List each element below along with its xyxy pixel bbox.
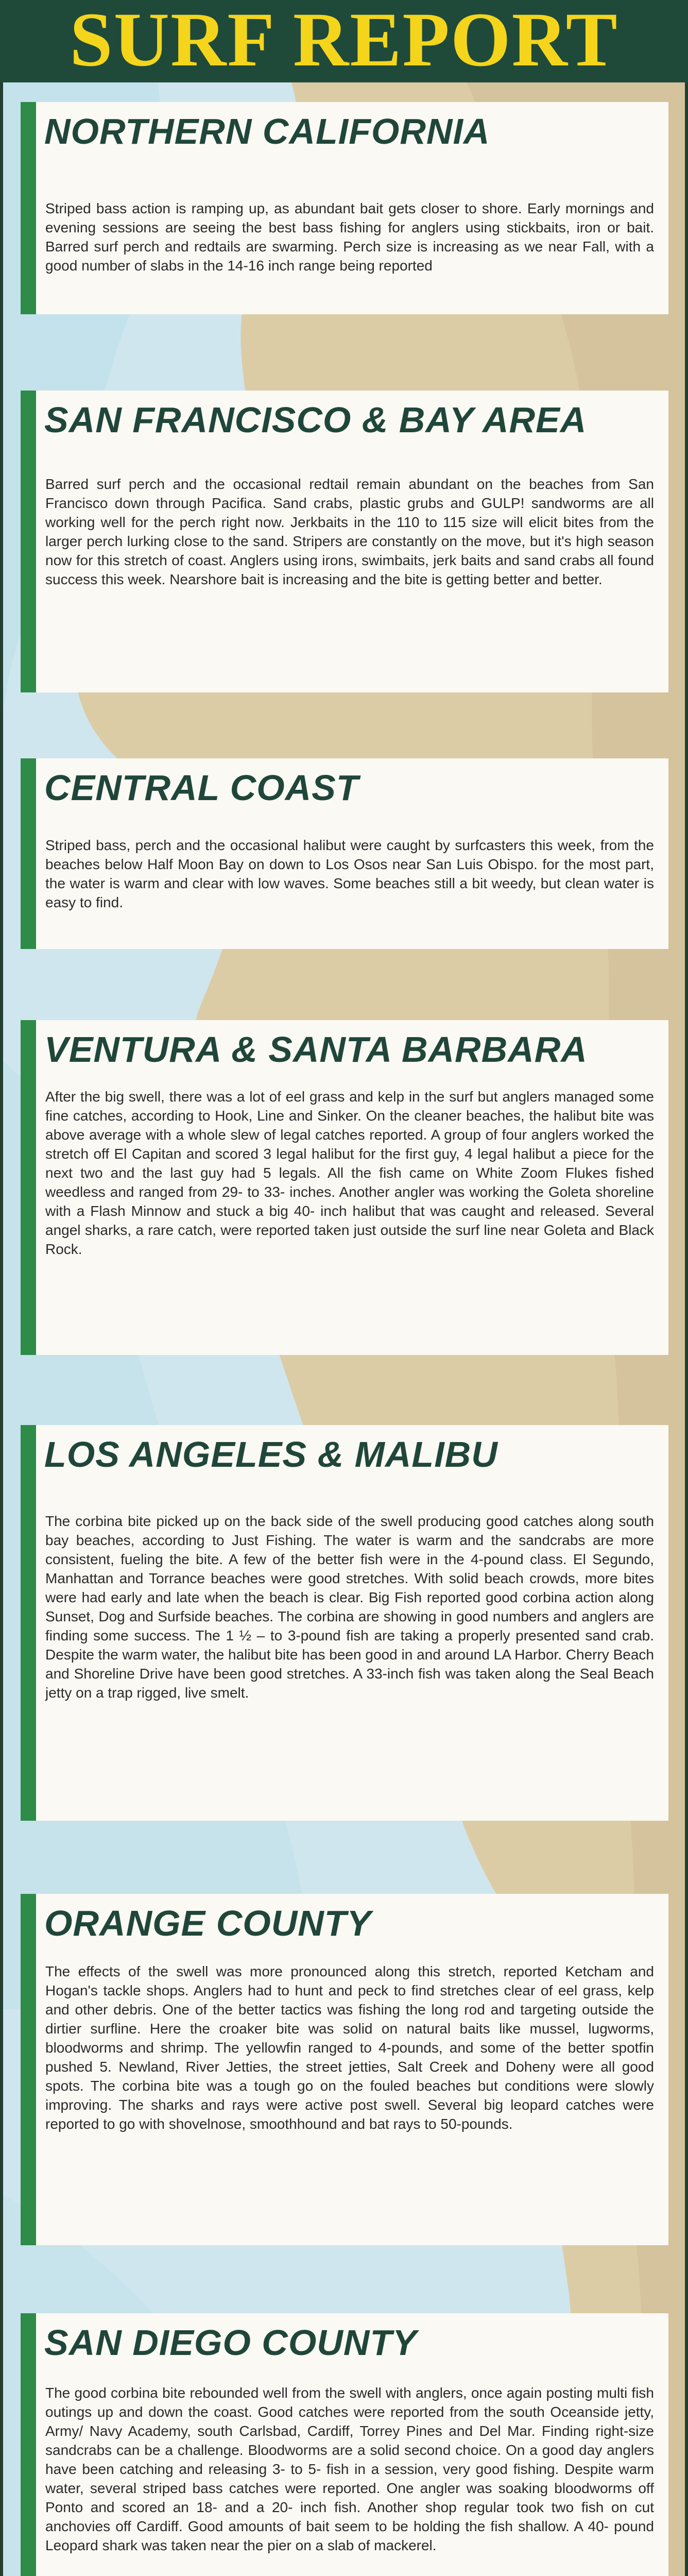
section-accent-bar [21,102,36,314]
section-accent-bar [21,1894,36,2245]
section-accent-bar [21,1425,36,1821]
section-body: Striped bass, perch and the occasional halibut were caught by surfcasters this week, from the beaches below Half Moon Bay on down to Los Osos near San Luis Obispo. for the most part, the water is warm and clear with low waves. Some beaches still a bit weedy, but clean water is easy to find. [45,837,654,910]
section-body: The corbina bite picked up on the back side of the swell producing good catches along south bay beaches, according to Just Fishing. The water is warm and the sandcrabs are more consistent, fueling the bite. A few of the better fish were in the 4-pound class. El Segundo, Manhattan and Torrance beaches were good stretches. With solid beach crowds, more bites were had early and late when the beach is clear. Big Fish reported good corbina action along Sunset, Dog and Surfside beaches. The corbina are showing in good numbers and anglers are finding some success. The 1 ½ – to 3-pound fish are taking a properly presented sand crab. Despite the warm water, the halibut bite has been good in and around LA Harbor. Cherry Beach and Shoreline Drive have been good stretches. A 33-inch fish was taken along the Seal Beach jetty on a trap rigged, live smelt. [45,1513,654,1701]
section-title: LOS ANGELES & MALIBU [44,1434,498,1475]
section-body: Barred surf perch and the occasional redtail remain abundant on the beaches from San Francisco down through Pacifica. Sand crabs, plastic grubs and GULP! sandworms are all working well for the perch right now. Jerkbaits in the 110 to 115 size will elicit bites from the larger perch lurking close to the sand. Stripers are constantly on the move, but it's high season now for this stretch of coast. Anglers using irons, swimbaits, jerk baits and sand crabs all found success this week. Nearshore bait is increasing and the bite is getting better and better. [45,476,654,587]
section-body: After the big swell, there was a lot of eel grass and kelp in the surf but anglers managed some fine catches, according to Hook, Line and Sinker. On the cleaner beaches, the halibut bite was above average with a whole slew of legal catches reported. A group of four anglers worked the stretch off El Capitan and scored 3 legal halibut for the first guy, 4 legal halibut a piece for the next two and the last guy had 5 legals. All the fish came on White Zoom Flukes fished weedless and ranged from 29- to 33- inches. Another angler was working the Goleta shoreline with a Flash Minnow and stuck a big 40- inch halibut that was caught and released. Several angel sharks, a rare catch, were reported taken just outside the surf line near Goleta and Black Rock. [45,1089,654,1257]
section-card-san-francisco-bay-area [21,391,668,692]
section-accent-bar [21,758,36,949]
section-card-northern-california [21,102,668,314]
section-card-san-diego-county [21,2313,668,2576]
section-card-central-coast [21,758,668,949]
section-title: NORTHERN CALIFORNIA [44,111,490,151]
section-body: The good corbina bite rebounded well from the swell with anglers, once again posting multi fish outings up and down the coast. Good catches were reported from the south Oceanside jetty, Army/ Navy Academy, south Carlsbad, Cardiff, Torrey Pines and Del Mar. Finding right-size sandcrabs can be a challenge. Bloodworms are a solid second choice. On a good day anglers have been catching and releasing 3- to 5- fish in a session, very good fishing. Despite warm water, several striped bass catches were reported. One angler was soaking bloodworms off Ponto and scored an 18- and a 20- inch fish. Another shop regular took two fish on cut anchovies off Cardiff. Good amounts of bait seem to be holding the fish shallow. A 40- pound Leopard shark was taken near the pier on a slab of mackerel. [45,2385,654,2553]
section-title: SAN FRANCISCO & BAY AREA [44,400,587,440]
section-accent-bar [21,391,36,692]
section-title: CENTRAL COAST [44,768,359,808]
section-card-los-angeles-malibu [21,1425,668,1821]
section-card-orange-county [21,1894,668,2245]
section-title: SAN DIEGO COUNTY [44,2323,417,2363]
page-title: SURF REPORT [70,0,618,82]
page-header [0,0,688,82]
section-accent-bar [21,1020,36,1355]
section-title: VENTURA & SANTA BARBARA [44,1029,588,1070]
section-title: ORANGE COUNTY [44,1903,372,1943]
section-accent-bar [21,2313,36,2576]
coastline-map-background [3,82,685,2576]
section-card-ventura-santa-barbara [21,1020,668,1355]
section-body: Striped bass action is ramping up, as abundant bait gets closer to shore. Early mornings and evening sessions are seeing the best bass fishing for anglers using stickbaits, iron or bait. Barred surf perch and redtails are swarming. Perch size is increasing as we near Fall, with a good number of slabs in the 14-16 inch range being reported [45,200,654,274]
section-body: The effects of the swell was more pronounced along this stretch, reported Ketcham and Hogan's tackle shops. Anglers had to hunt and peck to find stretches clear of eel grass, kelp and other debris. One of the better tactics was fishing the long rod and targeting outside the dirtier surfline. Here the croaker bite was solid on natural baits like mussel, lugworms, bloodworms and shrimp. The yellowfin ranged to 4-pounds, and some of the better spotfin pushed 5. Newland, River Jetties, the street jetties, Salt Creek and Doheny were all good spots. The corbina bite was a tough go on the fouled beaches but conditions were slowly improving. The sharks and rays were active post swell. Several big leopard catches were reported to go with shovelnose, smoothhound and bat rays to 50-pounds. [45,1963,654,2132]
